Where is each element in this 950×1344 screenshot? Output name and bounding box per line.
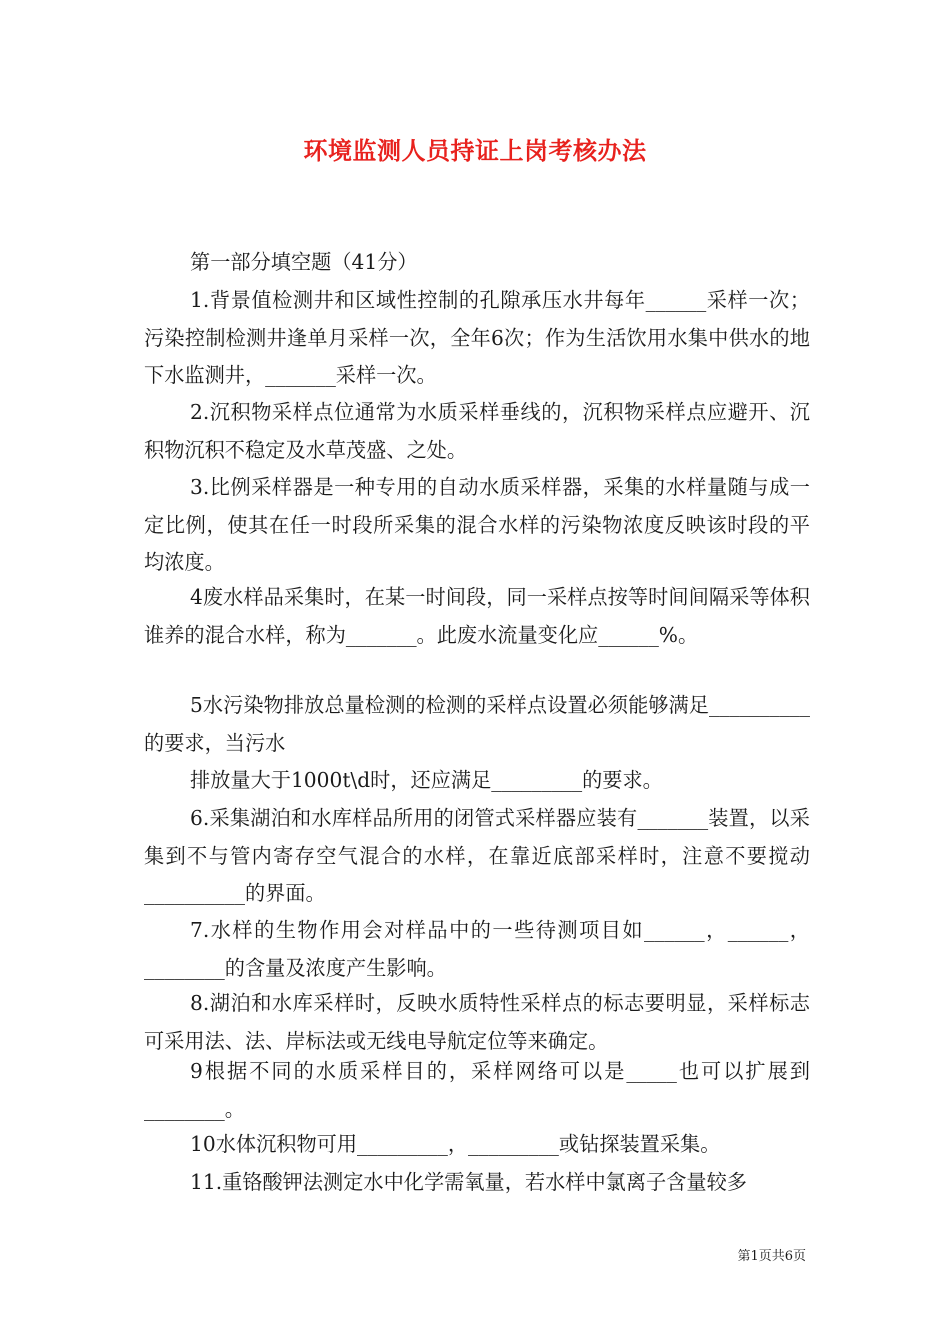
- section-heading: 第一部分填空题（41分）: [190, 250, 418, 274]
- question-8: 8.湖泊和水库采样时，反映水质特性采样点的标志要明显，采样标志可采用法、法、岸标法或无线电导航定位等来确定。: [144, 991, 810, 1053]
- document-title: 环境监测人员持证上岗考核办法: [303, 136, 647, 165]
- question-4: 4废水样品采集时，在某一时间段，同一采样点按等时间间隔采等体积谁养的混合水样，称为_______。此废水流量变化应______%。: [144, 585, 810, 647]
- page-number: 第1页共6页: [737, 1249, 806, 1264]
- question-11: 11.重铬酸钾法测定水中化学需氧量，若水样中氯离子含量较多: [190, 1170, 747, 1194]
- question-10: 10水体沉积物可用_________，_________或钻探装置采集。: [190, 1132, 721, 1156]
- question-5: 5水污染物排放总量检测的检测的采样点设置必须能够满足__________的要求，当污水: [144, 693, 810, 755]
- question-9: 9根据不同的水质采样目的，采样网络可以是_____也可以扩展到________。: [144, 1059, 810, 1121]
- question-2: 2.沉积物采样点位通常为水质采样垂线的，沉积物采样点应避开、沉积物沉积不稳定及水草茂盛、之处。: [144, 400, 810, 462]
- question-5-continuation: 排放量大于1000t\d时，还应满足_________的要求。: [190, 768, 663, 792]
- question-7: 7.水样的生物作用会对样品中的一些待测项目如______，______，________的含量及浓度产生影响。: [144, 918, 810, 980]
- question-1: 1.背景值检测井和区域性控制的孔隙承压水井每年______采样一次；污染控制检测井逢单月采样一次，全年6次；作为生活饮用水集中供水的地下水监测井，_______采样一次。: [144, 288, 810, 387]
- question-3: 3.比例采样器是一种专用的自动水质采样器，采集的水样量随与成一定比例，使其在任一时段所采集的混合水样的污染物浓度反映该时段的平均浓度。: [144, 475, 810, 574]
- question-6: 6.采集湖泊和水库样品所用的闭管式采样器应装有_______装置，以采集到不与管内寄存空气混合的水样，在靠近底部采样时，注意不要搅动__________的界面。: [144, 806, 810, 905]
